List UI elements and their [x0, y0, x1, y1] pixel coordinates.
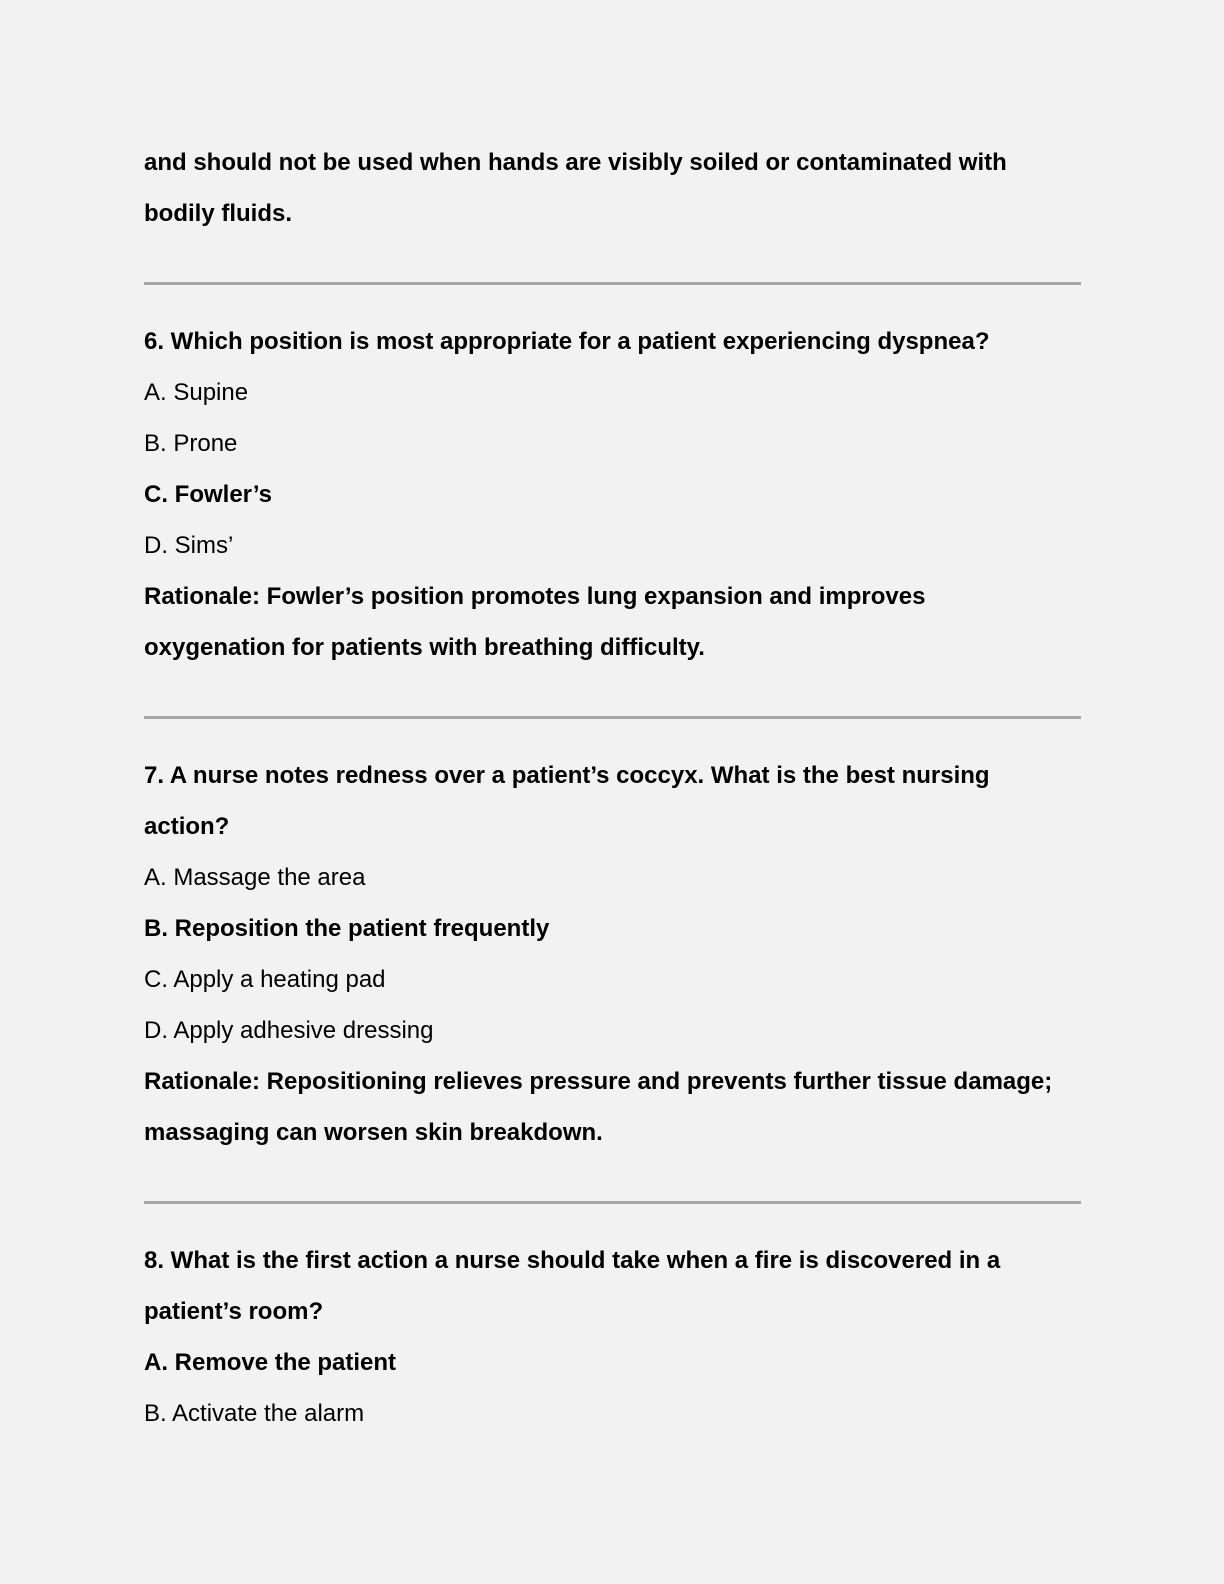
option-d: D. Sims’ [144, 532, 234, 559]
question-block [144, 750, 1081, 1158]
rationale-line: Rationale: Fowler’s position promotes lung expansion and improves [144, 583, 926, 610]
rationale-line: oxygenation for patients with breathing difficulty. [144, 634, 705, 661]
question-text: 8. What is the first action a nurse should take when a fire is discovered in a [144, 1247, 1001, 1274]
question-text: 6. Which position is most appropriate for a patient experiencing dyspnea? [144, 328, 990, 355]
option-a-correct: A. Remove the patient [144, 1349, 397, 1376]
option-c: C. Apply a heating pad [144, 966, 386, 993]
continued-rationale [144, 137, 1081, 239]
question-text: action? [144, 813, 230, 840]
option-b-correct: B. Reposition the patient frequently [144, 915, 550, 942]
option-b: B. Activate the alarm [144, 1400, 365, 1427]
rationale-line: bodily fluids. [144, 200, 292, 227]
rationale-line: and should not be used when hands are visibly soiled or contaminated with [144, 149, 1007, 176]
document-page [144, 137, 1081, 1439]
question-text: patient’s room? [144, 1298, 324, 1325]
option-a: A. Supine [144, 379, 249, 406]
option-a: A. Massage the area [144, 864, 366, 891]
rationale-line: massaging can worsen skin breakdown. [144, 1119, 603, 1146]
question-block [144, 1235, 1081, 1439]
rationale-line: Rationale: Repositioning relieves pressure and prevents further tissue damage; [144, 1068, 1053, 1095]
option-c-correct: C. Fowler’s [144, 481, 273, 508]
question-block [144, 316, 1081, 673]
option-b: B. Prone [144, 430, 238, 457]
question-text: 7. A nurse notes redness over a patient’s coccyx. What is the best nursing [144, 762, 990, 789]
option-d: D. Apply adhesive dressing [144, 1017, 434, 1044]
